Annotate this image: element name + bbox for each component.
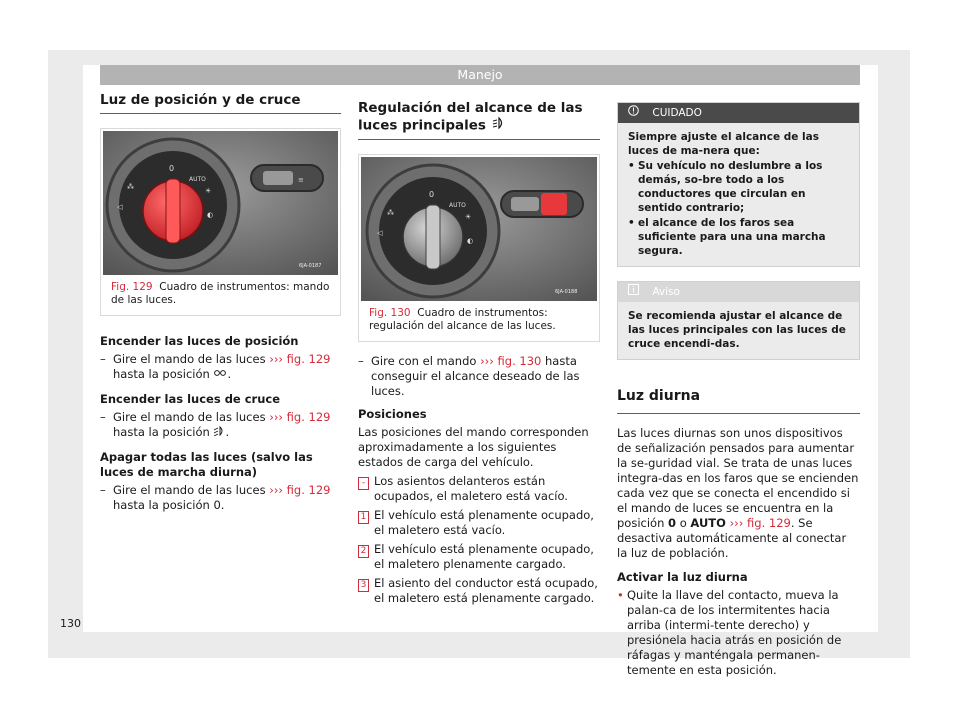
position-text: El vehículo está plenamente ocupado, el maletero está vacío. bbox=[374, 507, 594, 537]
svg-text:⁂: ⁂ bbox=[387, 208, 394, 217]
info-square-icon bbox=[628, 282, 639, 302]
figure-code: 6JA-0187 bbox=[299, 263, 322, 269]
position-row bbox=[358, 474, 600, 504]
figure-130 bbox=[358, 154, 600, 342]
figure-129 bbox=[100, 128, 341, 316]
step-regular: – Gire con el mando ››› fig. 130 hasta conseguir el alcance deseado de las luces. bbox=[358, 353, 580, 398]
cuidado-header: CUIDADO bbox=[618, 103, 859, 123]
fig-129-link[interactable]: ››› fig. 129 bbox=[269, 410, 331, 424]
figure-label: Fig. 129 bbox=[111, 281, 153, 293]
svg-text:0: 0 bbox=[169, 164, 175, 173]
svg-text:◐: ◐ bbox=[467, 236, 474, 245]
section-title-posicion-cruce: Luz de posición y de cruce bbox=[100, 92, 301, 108]
cuidado-body: Siempre ajuste el alcance de las luces de ma-nera que: • Su vehículo no deslumbre a los demás, so-bre todo a los conductores que circulan en sentido contrario; • el alcance de los faros sea suficiente para una una marcha segura. bbox=[618, 123, 859, 266]
svg-text:≡: ≡ bbox=[298, 176, 304, 184]
page-number: 130 bbox=[60, 617, 81, 630]
svg-text:◐: ◐ bbox=[207, 211, 214, 219]
headlight-range-icon bbox=[491, 117, 505, 134]
figure-caption-text: Cuadro de instrumentos: regulación del alcance de las luces. bbox=[369, 306, 556, 332]
position-key: 2 bbox=[358, 545, 369, 558]
posiciones-intro: Las posiciones del mando corresponden aproximadamente a los siguientes estados de carga del vehículo. bbox=[358, 424, 589, 469]
position-key: - bbox=[358, 477, 369, 490]
section-header: Manejo bbox=[100, 65, 860, 85]
position-key: 1 bbox=[358, 511, 369, 524]
figure-caption bbox=[101, 275, 340, 315]
heading-apagar: Apagar todas las luces (salvo las luces de marcha diurna) bbox=[100, 450, 313, 479]
svg-text:0: 0 bbox=[429, 189, 435, 199]
parking-light-icon bbox=[213, 367, 227, 382]
svg-text:AUTO: AUTO bbox=[189, 176, 206, 183]
info-circle-icon bbox=[628, 103, 639, 123]
svg-text:AUTO: AUTO bbox=[449, 201, 466, 209]
fig-130-link[interactable]: ››› fig. 130 bbox=[480, 353, 542, 368]
fig-129-link[interactable]: ››› fig. 129 bbox=[269, 352, 331, 366]
title-rule bbox=[358, 139, 600, 140]
svg-text:⁂: ⁂ bbox=[127, 183, 134, 191]
low-beam-icon bbox=[213, 425, 225, 440]
light-switch-range-photo bbox=[361, 157, 597, 301]
fig-129-link[interactable]: ››› fig. 129 bbox=[729, 516, 791, 530]
aviso-header: Aviso bbox=[618, 282, 859, 302]
title-rule bbox=[617, 413, 860, 414]
position-row bbox=[358, 542, 600, 572]
step-activar: • Quite la llave del contacto, mueva la palan-ca de los intermitentes hacia arriba (intermi-tente derecho) y presiónela hacia atrás en posición de ráfagas y manténgala permanen-temente en esta posición. bbox=[617, 588, 842, 677]
step-posicion: – Gire el mando de las luces ››› fig. 129 hasta la posición . bbox=[100, 352, 331, 381]
figure-caption-text: Cuadro de instrumentos: mando de las luces. bbox=[111, 281, 330, 306]
svg-text:◁: ◁ bbox=[117, 203, 123, 211]
figure-caption bbox=[359, 301, 599, 341]
figure-label: Fig. 130 bbox=[369, 306, 411, 319]
column-left bbox=[100, 92, 341, 513]
position-text: El vehículo está plenamente ocupado, el maletero plenamente cargado. bbox=[374, 541, 594, 571]
aviso-box bbox=[617, 281, 860, 360]
step-cruce: – Gire el mando de las luces ››› fig. 129 hasta la posición . bbox=[100, 410, 331, 439]
cuidado-box bbox=[617, 102, 860, 267]
light-switch-photo bbox=[103, 131, 338, 275]
position-text: Los asientos delanteros están ocupados, el maletero está vacío. bbox=[374, 473, 568, 503]
column-middle bbox=[358, 100, 600, 606]
aviso-body: Se recomienda ajustar el alcance de las luces principales con las luces de cruce encendi-das. bbox=[618, 302, 859, 359]
fig-129-link[interactable]: ››› fig. 129 bbox=[269, 483, 331, 497]
column-right bbox=[617, 102, 860, 678]
position-text: El asiento del conductor está ocupado, el maletero está plenamente cargado. bbox=[374, 575, 598, 605]
svg-text:☀: ☀ bbox=[205, 187, 212, 195]
position-key: 3 bbox=[358, 579, 369, 592]
heading-activar: Activar la luz diurna bbox=[617, 570, 748, 584]
section-title-luz-diurna: Luz diurna bbox=[617, 388, 701, 404]
title-rule bbox=[100, 113, 341, 114]
heading-posicion: Encender las luces de posición bbox=[100, 334, 299, 348]
svg-text:☀: ☀ bbox=[465, 212, 472, 221]
figure-code: 6JA-0188 bbox=[555, 288, 578, 295]
step-apagar: – Gire el mando de las luces ››› fig. 129 hasta la posición 0. bbox=[100, 483, 331, 512]
section-title-alcance: Regulación del alcance de las luces principales bbox=[358, 100, 583, 134]
position-row bbox=[358, 576, 600, 606]
position-row bbox=[358, 508, 600, 538]
luz-diurna-body: Las luces diurnas son unos dispositivos de señalización pensados para aumentar la se-guridad vial. Se trata de unas luces integra-das en los faros que se encienden cada vez que se conecta el encendido si el mando de luces se encuentra en la posición 0 o AUTO ››› fig. 129. Se desactiva automáticamente al conectar la luz de población. bbox=[617, 426, 859, 560]
heading-cruce: Encender las luces de cruce bbox=[100, 392, 281, 406]
heading-posiciones: Posiciones bbox=[358, 406, 427, 421]
svg-text:◁: ◁ bbox=[377, 228, 383, 237]
